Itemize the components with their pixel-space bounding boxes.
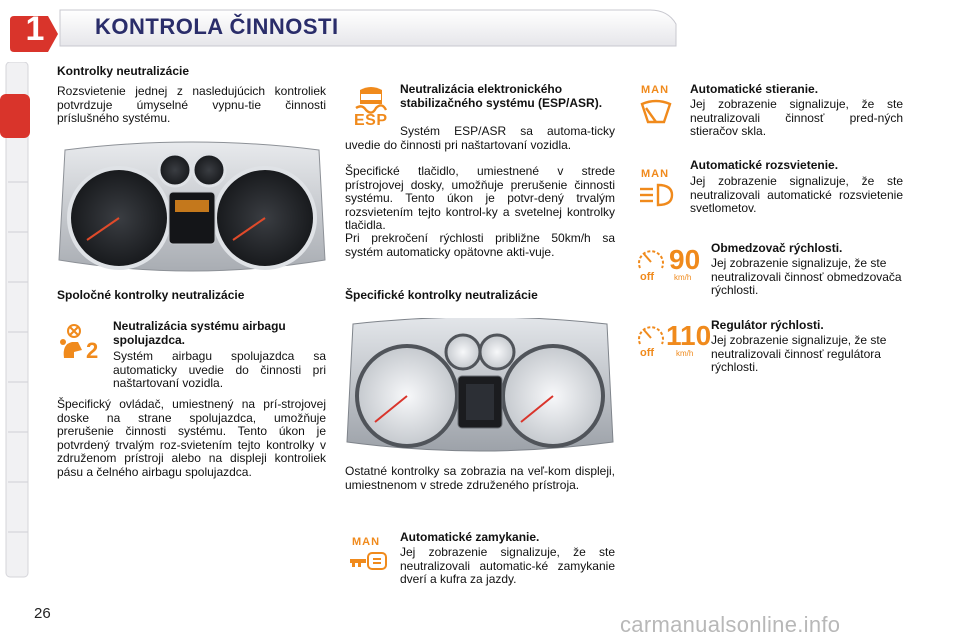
esp-paragraph-2: Špecifické tlačidlo, umiestnené v strede prístrojovej dosky, umožňuje prerušenie činnosti systému. Tento úkon je potvr-dený trvalým rozsvietením tejto kontrol-ky a svetelnej kontrolky tlačidla. (345, 164, 615, 233)
autolock-man-label: MAN (352, 536, 381, 548)
esp-paragraph-3: Pri prekročení rýchlosti približne 50km/h sa systém automaticky opätovne akti-vuje. (345, 231, 615, 259)
specific-indicators-heading: Špecifické kontrolky neutralizácie (345, 288, 538, 302)
airbag-text: Systém airbagu spolujazdca sa automaticky uvedie do činnosti pri naštartovaní vozidla. (113, 349, 326, 391)
autolock-text: Jej zobrazenie signalizuje, že ste neutralizovali automatic-ké zamykanie dverí a kufra za jazdy. (400, 545, 615, 587)
cruise-speed-label: 110 (666, 320, 712, 351)
page-number: 26 (34, 605, 51, 622)
intro-text: Rozsvietenie jednej z nasledujúcich kontroliek potvrdzuje úmyselné vypnu-tie činnosti príslušného systému. (57, 84, 326, 126)
limiter-heading: Obmedzovač rýchlosti. (711, 241, 843, 255)
chapter-tabs (0, 62, 34, 582)
airbag-icon-label: 2 (86, 338, 99, 363)
esp-paragraph-1: Systém ESP/ASR sa automa-ticky uvedie do činnosti pri naštartovaní vozidla. (345, 124, 615, 152)
cruise-heading: Regulátor rýchlosti. (711, 318, 824, 332)
autolock-heading: Automatické zamykanie. (400, 530, 540, 544)
limiter-off-label: off (640, 271, 655, 283)
limiter-speed-label: 90 (669, 244, 701, 275)
cruise-off-label: off (640, 347, 655, 359)
airbag-heading: Neutralizácia systému airbagu spolujazdca. (113, 319, 286, 347)
lights-heading: Automatické rozsvietenie. (690, 158, 839, 172)
instrument-cluster-image (57, 140, 327, 278)
autolock-off-icon (348, 551, 388, 571)
esp-icon-label: ESP (354, 112, 388, 129)
lights-man-label: MAN (641, 168, 670, 180)
cruise-text: Jej zobrazenie signalizuje, že ste neutralizovali činnosť regulátora rýchlosti. (711, 333, 887, 375)
other-indicators-text: Ostatné kontrolky sa zobrazia na veľ-kom displeji, umiestnenom v strede združeného prístroja. (345, 464, 615, 492)
chapter-number: 1 (25, 10, 45, 48)
cruise-unit-label: km/h (676, 349, 694, 358)
lights-text: Jej zobrazenie signalizuje, že ste neutralizovali automatické rozsvietenie svetlometov. (690, 174, 903, 216)
esp-heading: Neutralizácia elektronického stabilizačného systému (ESP/ASR). (400, 82, 603, 110)
speed-limiter-gauge-icon (636, 246, 666, 272)
common-indicators-heading: Spoločné kontrolky neutralizácie (57, 288, 245, 302)
instrument-cluster-image-2 (345, 318, 615, 456)
airbag-detail-text: Špecifický ovládač, umiestnený na prí-strojovej doske na strane spolujazdca, umožňuje prerušenie činnosti systému. Tento úkon je potvrdený trvalým roz-svietením tejto kontrolky v združenom prístroji alebo na displeji kontroliek pásu a čelného airbagu spolujazdca. (57, 397, 326, 479)
page-title: KONTROLA ČINNOSTI (95, 14, 339, 39)
limiter-text: Jej zobrazenie signalizuje, že ste neutralizovali činnosť obmedzovača rýchlosti. (711, 256, 902, 298)
wipers-off-icon (638, 98, 674, 128)
limiter-unit-label: km/h (674, 273, 692, 282)
watermark: carmanualsonline.info (620, 612, 841, 637)
headlights-off-icon (638, 182, 674, 208)
wipers-man-label: MAN (641, 84, 670, 96)
section-heading: Kontrolky neutralizácie (57, 64, 190, 78)
wipers-text: Jej zobrazenie signalizuje, že ste neutralizovali činnosť pred-ných stieračov skla. (690, 97, 903, 139)
wipers-heading: Automatické stieranie. (690, 82, 819, 96)
cruise-control-gauge-icon (636, 322, 666, 348)
